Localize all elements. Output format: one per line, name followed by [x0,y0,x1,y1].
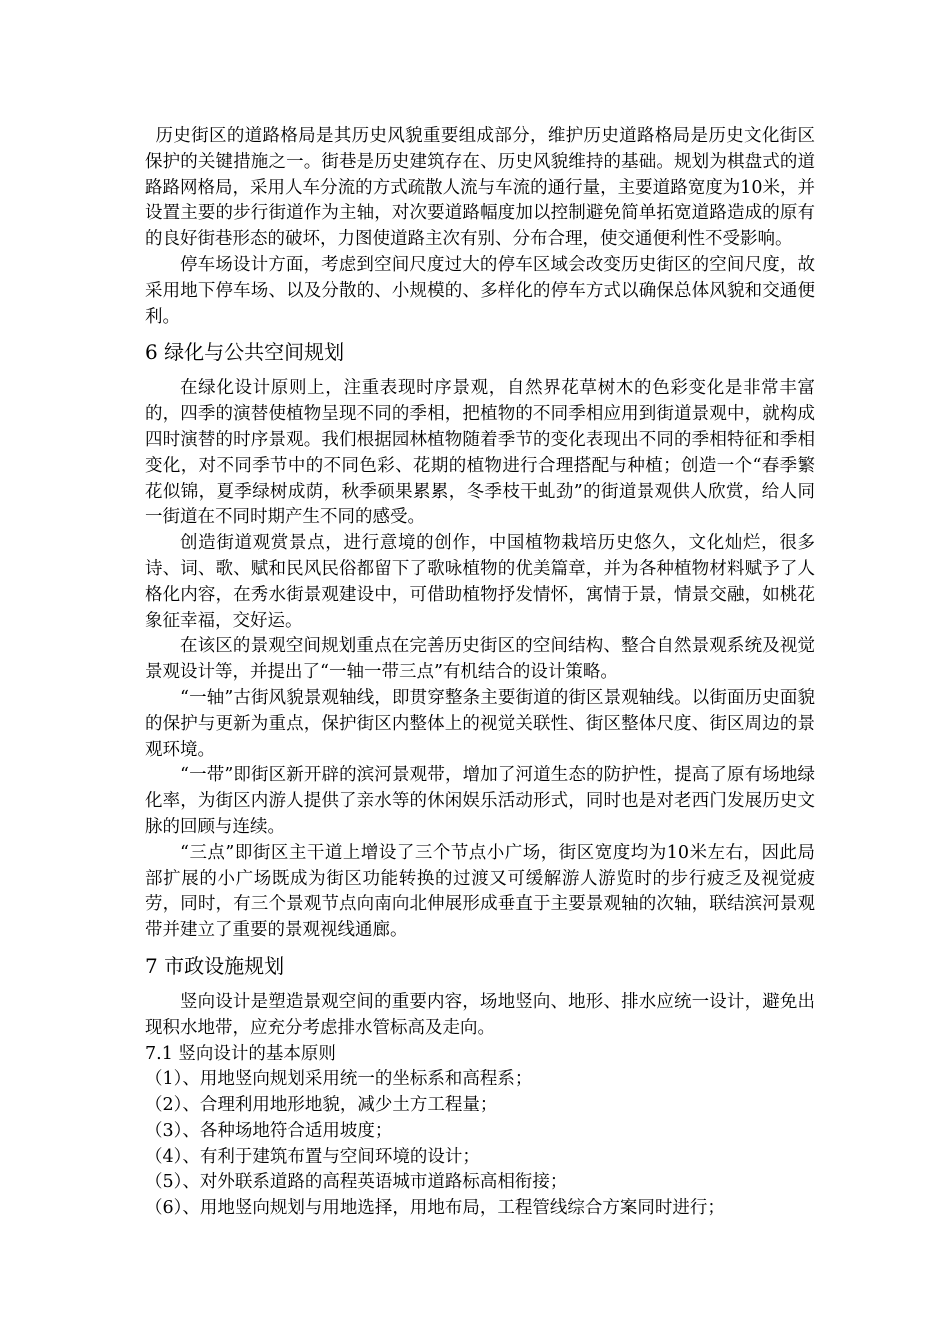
document-body [145,124,815,1222]
subsection-7-1-heading: 7.1 竖向设计的基本原则 [145,1043,336,1064]
list-item: （6）、用地竖向规划与用地选择，用地布局，工程管线综合方案同时进行； [145,1198,725,1219]
paragraph-road-layout: 历史街区的道路格局是其历史风貌重要组成部分，维护历史道路格局是历史文化街区保护的关键措施之一。街巷是历史建筑存在、历史风貌维持的基础。规划为棋盘式的道路路网格局，采用人车分流的方式疏散人流与车流的通行量，主要道路宽度为10米，并设置主要的步行街道作为主轴，对次要道路幅度加以控制避免简单拓宽道路造成的原有的良好街巷形态的破坏，力图使道路主次有别、分布合理，使交通便利性不受影响。 [145,126,815,250]
paragraph-three-points: “三点”即街区主干道上增设了三个节点小广场，街区宽度均为10米左右，因此局部扩展的小广场既成为街区功能转换的过渡又可缓解游人游览时的步行疲乏及视觉疲劳，同时，有三个景观节点向南向北伸展形成垂直于主要景观轴的次轴，联结滨河景观带并建立了重要的景观视线通廊。 [145,842,815,941]
list-item: （3）、各种场地符合适用坡度； [145,1120,393,1141]
list-item: （2）、合理利用地形地貌，减少土方工程量； [145,1095,498,1116]
section-7-heading: 7 市政设施规划 [145,953,285,978]
principles-list [145,1067,815,1222]
paragraph-one-axis: “一轴”古街风貌景观轴线，即贯穿整条主要街道的街区景观轴线。以街面历史面貌的保护与更新为重点，保护街区内整体上的视觉关联性、街区整体尺度、街区周边的景观环境。 [145,687,815,760]
list-item: （1）、用地竖向规划采用统一的坐标系和高程系； [145,1069,533,1090]
paragraph-greening-principle: 在绿化设计原则上，注重表现时序景观，自然界花草树木的色彩变化是非常丰富的，四季的演替使植物呈现不同的季相，把植物的不同季相应用到街道景观中，就构成四时演替的时序景观。我们根据园林植物随着季节的变化表现出不同的季相特征和季相变化，对不同季节中的不同色彩、花期的植物进行合理搭配与种植；创造一个“春季繁花似锦，夏季绿树成荫，秋季硕果累累，冬季枝干虬劲”的街道景观供人欣赏，给人同一街道在不同时期产生不同的感受。 [145,378,815,528]
paragraph-parking: 停车场设计方面，考虑到空间尺度过大的停车区域会改变历史街区的空间尺度，故采用地下停车场、以及分散的、小规模的、多样化的停车方式以确保总体风貌和交通便利。 [145,254,815,327]
paragraph-vertical-design-intro: 竖向设计是塑造景观空间的重要内容，场地竖向、地形、排水应统一设计，避免出现积水地带，应充分考虑排水管标高及走向。 [145,991,815,1038]
list-item: （4）、有利于建筑布置与空间环境的设计； [145,1146,480,1167]
section-6-heading: 6 绿化与公共空间规划 [145,340,345,365]
paragraph-one-belt: “一带”即街区新开辟的滨河景观带，增加了河道生态的防护性，提高了原有场地绿化率，为街区内游人提供了亲水等的休闲娱乐活动形式，同时也是对老西门发展历史文脉的回顾与连续。 [145,765,815,837]
paragraph-landscape-strategy: 在该区的景观空间规划重点在完善历史街区的空间结构、整合自然景观系统及视觉景观设计等，并提出了“一轴一带三点”有机结合的设计策略。 [145,636,815,683]
list-item: （5）、对外联系道路的高程英语城市道路标高相衔接； [145,1172,568,1193]
paragraph-viewing-spots: 创造街道观赏景点，进行意境的创作，中国植物栽培历史悠久，文化灿烂，很多诗、词、歌、赋和民风民俗都留下了歌咏植物的优美篇章，并为各种植物材料赋予了人格化内容，在秀水街景观建设中，可借助植物抒发情怀，寓情于景，情景交融，如桃花象征幸福，交好运。 [145,533,815,631]
